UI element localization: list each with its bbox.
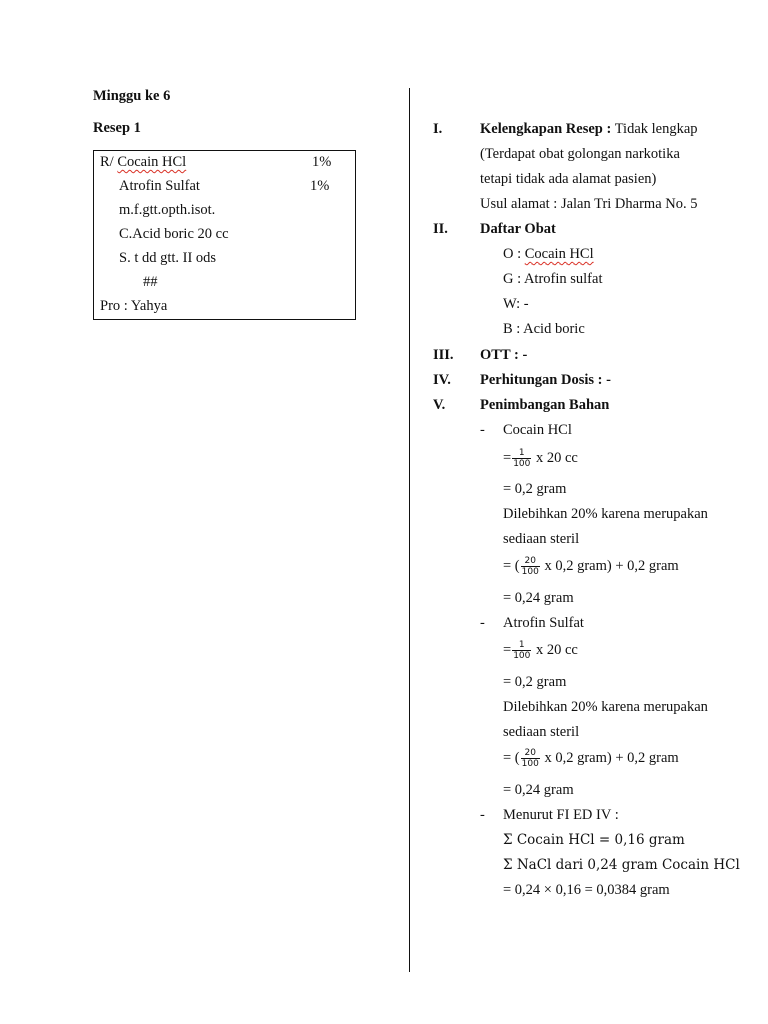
calc-cocain-eq4: = 0,24 gram: [503, 590, 574, 606]
rx-pct-cocain: 1%: [312, 154, 332, 170]
drug-list-b: B : Acid boric: [503, 321, 585, 337]
eq-suffix: x 20 cc: [532, 449, 578, 466]
column-divider: [409, 88, 410, 972]
rx-drug-atrofin: Atrofin Sulfat: [119, 178, 200, 194]
section-4-title: Perhitungan Dosis : -: [480, 372, 611, 388]
rx-pct-atrofin: 1%: [310, 178, 330, 194]
section-1-detail-1: (Terdapat obat golongan narkotika: [480, 146, 680, 162]
drug-list-g: G : Atrofin sulfat: [503, 271, 603, 287]
calc-cocain-eq1: [503, 448, 578, 469]
fraction-denominator: 100: [521, 759, 539, 769]
rx-line-5: S. t dd gtt. II ods: [119, 250, 217, 266]
calc-fi-line3: = 0,24 × 0,16 = 0,0384 gram: [503, 882, 670, 898]
calc-fi-line1: Σ Cocain HCl = 0,16 gram: [503, 832, 685, 848]
calc-atrofin-eq3: [503, 748, 679, 769]
week-heading: Minggu ke 6: [93, 88, 171, 104]
fraction-denominator: 100: [513, 651, 531, 661]
drug-list-o-prefix: O :: [503, 246, 525, 262]
eq-suffix: x 20 cc: [532, 641, 578, 658]
calc-cocain-eq2: = 0,2 gram: [503, 481, 567, 497]
fraction-numerator: 20: [521, 748, 540, 759]
section-3-title: OTT : -: [480, 347, 528, 363]
section-1-detail-2: tetapi tidak ada alamat pasien): [480, 171, 657, 187]
section-1-title: Kelengkapan Resep :: [480, 121, 612, 137]
calc-cocain-eq3: [503, 556, 679, 577]
eq-prefix: = (: [503, 557, 520, 574]
drug-list-o-name: Cocain HCl: [524, 246, 594, 262]
fraction-denominator: 100: [521, 567, 539, 577]
eq-prefix: = (: [503, 749, 520, 766]
calc-cocain-name: Cocain HCl: [503, 422, 572, 438]
calc-atrofin-eq1: [503, 640, 578, 661]
dash-fi: -: [480, 807, 485, 823]
calc-atrofin-eq2: = 0,2 gram: [503, 674, 567, 690]
rx-prefix: R/: [100, 154, 114, 170]
fraction: [521, 748, 540, 769]
calc-atrofin-note1: Dilebihkan 20% karena merupakan: [503, 699, 708, 715]
rx-patient: Pro : Yahya: [100, 298, 168, 314]
calc-cocain-note1: Dilebihkan 20% karena merupakan: [503, 506, 708, 522]
section-num-5: V.: [433, 397, 446, 413]
section-num-3: III.: [433, 347, 454, 363]
section-num-1: I.: [433, 121, 443, 137]
calc-fi-title: Menurut FI ED IV :: [503, 807, 619, 823]
calc-atrofin-note2: sediaan steril: [503, 724, 580, 740]
drug-list-w: W: -: [503, 296, 529, 312]
eq-prefix: =: [503, 641, 512, 658]
section-1-line: [480, 121, 698, 138]
rx-line-3: m.f.gtt.opth.isot.: [119, 202, 216, 218]
calc-atrofin-name: Atrofin Sulfat: [503, 615, 584, 631]
calc-fi-line2: Σ NaCl dari 0,24 gram Cocain HCl: [503, 857, 740, 873]
fraction-numerator: 20: [521, 556, 540, 567]
recipe-heading: Resep 1: [93, 120, 141, 136]
rx-line-1: [100, 154, 186, 171]
fraction-denominator: 100: [513, 459, 531, 469]
fraction-numerator: 1: [512, 640, 531, 651]
fraction-numerator: 1: [512, 448, 531, 459]
eq-suffix: x 0,2 gram) + 0,2 gram: [540, 749, 679, 766]
drug-list-o: [503, 246, 594, 263]
section-1-detail-3: Usul alamat : Jalan Tri Dharma No. 5: [480, 196, 698, 212]
calc-cocain-note2: sediaan steril: [503, 531, 580, 547]
section-num-2: II.: [433, 221, 448, 237]
section-num-4: IV.: [433, 372, 451, 388]
rx-line-6: ##: [143, 274, 158, 290]
fraction: [512, 640, 531, 661]
dash-cocain: -: [480, 422, 485, 438]
section-1-value: Tidak lengkap: [611, 121, 698, 137]
fraction: [512, 448, 531, 469]
section-5-title: Penimbangan Bahan: [480, 397, 610, 413]
fraction: [521, 556, 540, 577]
eq-suffix: x 0,2 gram) + 0,2 gram: [540, 557, 679, 574]
dash-atrofin: -: [480, 615, 485, 631]
section-2-title: Daftar Obat: [480, 221, 556, 237]
calc-atrofin-eq4: = 0,24 gram: [503, 782, 574, 798]
eq-prefix: =: [503, 449, 512, 466]
rx-drug-cocain: Cocain HCl: [117, 154, 187, 170]
rx-line-4: C.Acid boric 20 cc: [119, 226, 229, 242]
